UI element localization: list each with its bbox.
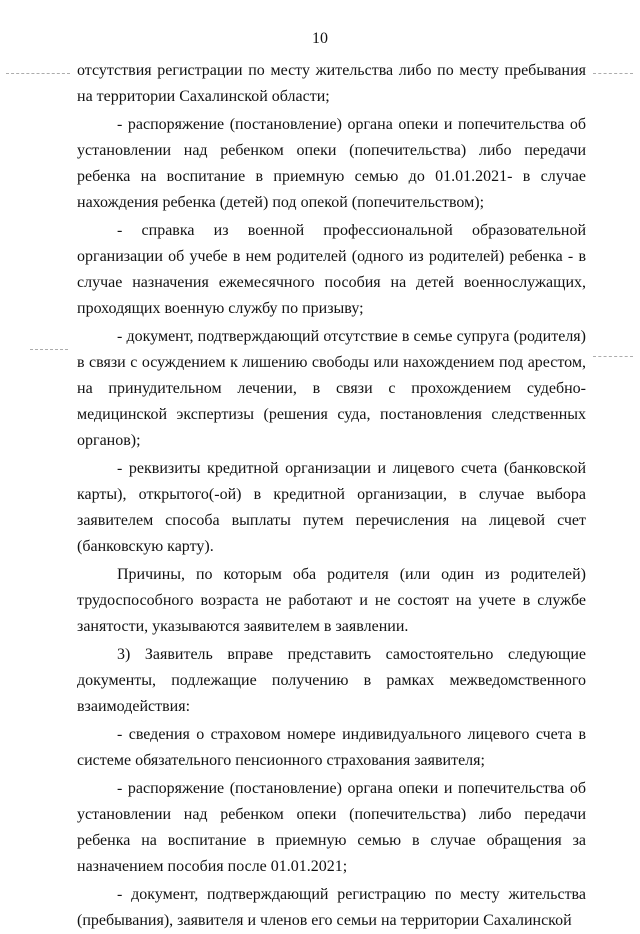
paragraph-7: 3) Заявитель вправе представить самостоятельно следующие документы, подлежащие получению в рамках межведомственного взаимодействия: xyxy=(77,646,586,715)
paragraph-3: - справка из военной профессиональной образовательной организации об учебе в нем родителей (одного из родителей) ребенка - в случае назначения ежемесячного пособия на детей военнослужащих, проходящих военную службу по призыву; xyxy=(77,222,586,317)
scan-artifact-left-top xyxy=(6,73,70,74)
page-number: 10 xyxy=(312,30,328,47)
paragraph-9: - распоряжение (постановление) органа опеки и попечительства об установлении над ребенком опеки (попечительства) либо передачи ребенка на воспитание в приемную семью в случае обращения за назначением пособия после 01.01.2021; xyxy=(77,780,586,875)
paragraph-1: отсутствия регистрации по месту жительства либо по месту пребывания на территории Сахалинской области; xyxy=(77,62,586,105)
scan-artifact-left-middle xyxy=(30,349,68,350)
paragraph-6: Причины, по которым оба родителя (или один из родителей) трудоспособного возраста не работают и не состоят на учете в службе занятости, указываются заявителем в заявлении. xyxy=(77,566,586,635)
paragraph-10: - документ, подтверждающий регистрацию по месту жительства (пребывания), заявителя и членов его семьи на территории Сахалинской xyxy=(77,886,586,929)
paragraph-4: - документ, подтверждающий отсутствие в семье супруга (родителя) в связи с осуждением к лишению свободы или нахождением под арестом, на принудительном лечении, в связи с прохождением судебно-медицинской экспертизы (решения суда, постановления следственных органов); xyxy=(77,328,586,449)
scan-artifact-right-top xyxy=(593,73,633,74)
paragraph-8: - сведения о страховом номере индивидуального лицевого счета в системе обязательного пенсионного страхования заявителя; xyxy=(77,726,586,769)
paragraph-2: - распоряжение (постановление) органа опеки и попечительства об установлении над ребенком опеки (попечительства) либо передачи ребенка на воспитание в приемную семью до 01.01.2021- в случае нахождения ребенка (детей) под опекой (попечительством); xyxy=(77,116,586,211)
document-body xyxy=(77,58,586,934)
paragraph-5: - реквизиты кредитной организации и лицевого счета (банковской карты), открытого(-ой) в кредитной организации, в случае выбора заявителем способа выплаты путем перечисления на лицевой счет (банковскую карту). xyxy=(77,460,586,555)
scan-artifact-right-middle xyxy=(593,356,633,357)
